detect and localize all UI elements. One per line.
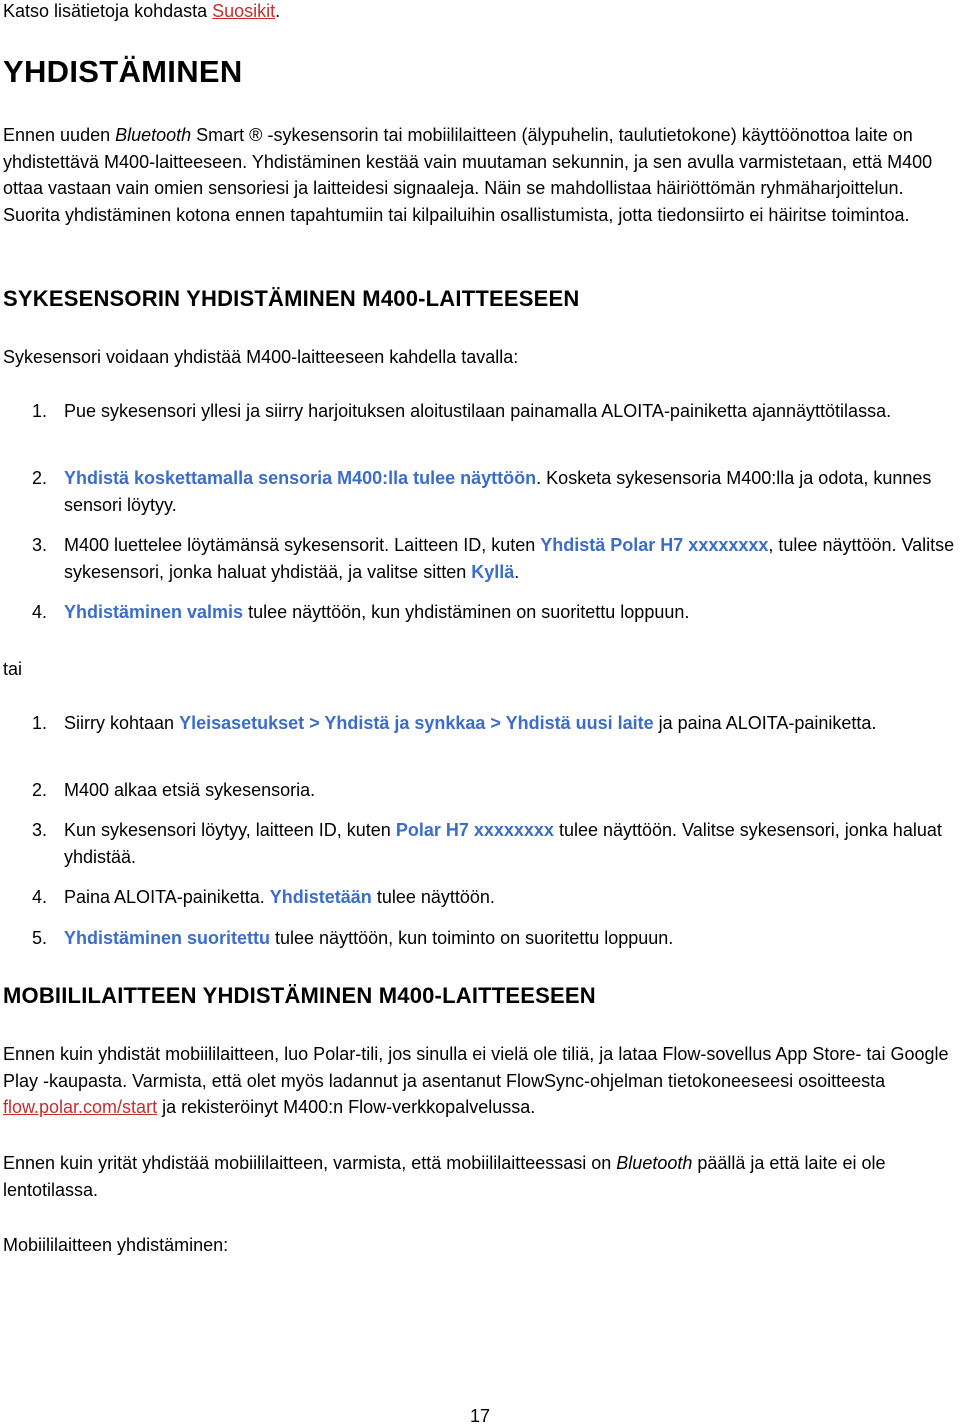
ui-text-highlight: Kyllä [471, 561, 515, 582]
intro-text: Katso lisätietoja kohdasta [3, 1, 213, 21]
bluetooth-italic: Bluetooth [115, 125, 192, 145]
ui-text-highlight: Polar H7 xxxxxxxx [395, 820, 554, 840]
bluetooth-italic: Bluetooth [616, 1153, 693, 1173]
document-page: Katso lisätietoja kohdasta Suosikit. YHDISTÄMINEN Ennen uuden Bluetooth Smart ® -sykesensorin tai mobiililaitteen (älypuhelin, taulutietokone) käyttöönottoa laite on yhdistettävä M400-laitteeseen. Yhdistäminen kestää vain muutaman sekunnin, ja sen avulla varmistetaan, että M400 ottaa vastaan vain omien sensoriesi ja laitteidesi signaaleja. Näin se mahdollistaa häiriöttömän ryhmäharjoittelun. Suorita yhdistäminen kotona ennen tapahtumiin tai kilpailuihin osallistumista, jotta tiedonsiirto ei häiritse toimintoa. SYKESENSORIN YHDISTÄMINEN M400-LAITTEESEEN Sykesensori voidaan yhdistää M400-laitteeseen kahdella tavalla: 1. Pue sykesensori yllesi ja siirry harjoituksen aloitustilaan painamalla ALOITA-painiketta ajannäyttötilassa. 2. Yhdistä koskettamalla sensoria M400:lla tulee näyttöön. Kosketa sykesensoria M400:lla ja odota, kunnes sensori löytyy. 3. M400 luettelee löytämänsä sykesensorit. Laitteen ID, kuten Yhdistä Polar H7 xxxxxxxx, tulee näyttöön. Valitse sykesensori, jonka haluat yhdistää, ja valitse sitten Kyllä. 4. Yhdistäminen valmis tulee näyttöön, kun yhdistäminen on suoritettu loppuun. tai 1. Siirry kohtaan Yleisasetukset > Yhdistä ja synkkaa > Yhdistä uusi laite ja paina ALOITA-painiketta. 2. M400 alkaa etsiä sykesensoria. 3. Kun sykesensori löytyy, laitteen ID, kuten Polar H7 xxxxxxxx tulee näyttöön. Valitse sykesensori, jonka haluat yhdistää. 4. Paina ALOITA-painiketta. Yhdistetään tulee näyttöön. 5. Yhdistäminen suoritettu tulee näyttöön, kun toiminto on suoritettu loppuun. MOBIILILAITTEEN YHDISTÄMINEN M400-LAITTEESEEN Ennen kuin yhdistät mobiililaitteen, luo Polar-tili, jos sinulla ei vielä ole tiliä, ja lataa Flow-sovellus App Store- tai Google Play -kaupasta. Varmista, että olet myös ladannut ja asentanut FlowSync-ohjelman tietokoneeseesi osoitteesta flow.polar.com/start ja rekisteröinyt M400:n Flow-verkkopalvelussa. Ennen kuin yrität yhdistää mobiililaitteen, varmista, että mobiililaitteessasi on Bluetooth päällä ja että laite ei ole lentotilassa. Mobiililaitteen yhdistäminen: 17 [0, 0, 960, 1425]
suosikit-link[interactable]: Suosikit [212, 1, 276, 21]
ui-text-highlight: Yhdistä Polar H7 xxxxxxxx [540, 535, 769, 555]
page-number: 17 [469, 1406, 491, 1426]
mobile-paragraph-2: Ennen kuin yrität yhdistää mobiililaitteen, varmista, että mobiililaitteessasi on Bluetooth päällä ja että laite ei ole lentotilassa. [3, 1153, 886, 1200]
hr-intro: Sykesensori voidaan yhdistää M400-laitteeseen kahdella tavalla: [3, 347, 519, 367]
ui-text-highlight: Yhdistä koskettamalla sensoria M400:lla tulee näyttöön [64, 468, 537, 488]
ui-text-highlight: Yleisasetukset > Yhdistä ja synkkaa > Yhdistä uusi laite [179, 713, 654, 733]
section-title-mobile-pairing: MOBIILILAITTEEN YHDISTÄMINEN M400-LAITTEESEEN [3, 983, 596, 1008]
mobile-pairing-lead: Mobiililaitteen yhdistäminen: [3, 1235, 229, 1255]
section-title-hr-pairing: SYKESENSORIN YHDISTÄMINEN M400-LAITTEESEEN [3, 286, 580, 311]
ui-text-highlight: Yhdistetään [269, 887, 372, 907]
intro-line [3, 0, 958, 25]
mobile-paragraph-1: Ennen kuin yhdistät mobiililaitteen, luo Polar-tili, jos sinulla ei vielä ole tiliä, ja lataa Flow-sovellus App Store- tai Google Play -kaupasta. Varmista, että olet myös ladannut ja asentanut FlowSync-ohjelman tietokoneeseesi osoitteesta flow.polar.com/start ja rekisteröinyt M400:n Flow-verkkopalvelussa. [3, 1044, 949, 1118]
intro-period: . [275, 1, 281, 21]
pairing-paragraph: Ennen uuden Bluetooth Smart ® -sykesensorin tai mobiililaitteen (älypuhelin, taulutietokone) käyttöönottoa laite on yhdistettävä M400-laitteeseen. Yhdistäminen kestää vain muutaman sekunnin, ja sen avulla varmistetaan, että M400 ottaa vastaan vain omien sensoriesi ja laitteidesi signaaleja. Näin se mahdollistaa häiriöttömän ryhmäharjoittelun. Suorita yhdistäminen kotona ennen tapahtumiin tai kilpailuihin osallistumista, jotta tiedonsiirto ei häiritse toimintoa. [3, 125, 933, 226]
ui-text-highlight: Yhdistäminen valmis [64, 602, 244, 622]
or-separator: tai [3, 659, 23, 679]
section-title-pairing: YHDISTÄMINEN [3, 54, 243, 89]
flow-polar-link[interactable]: flow.polar.com/start [3, 1097, 158, 1118]
ui-text-highlight: Yhdistäminen suoritettu [64, 928, 271, 948]
